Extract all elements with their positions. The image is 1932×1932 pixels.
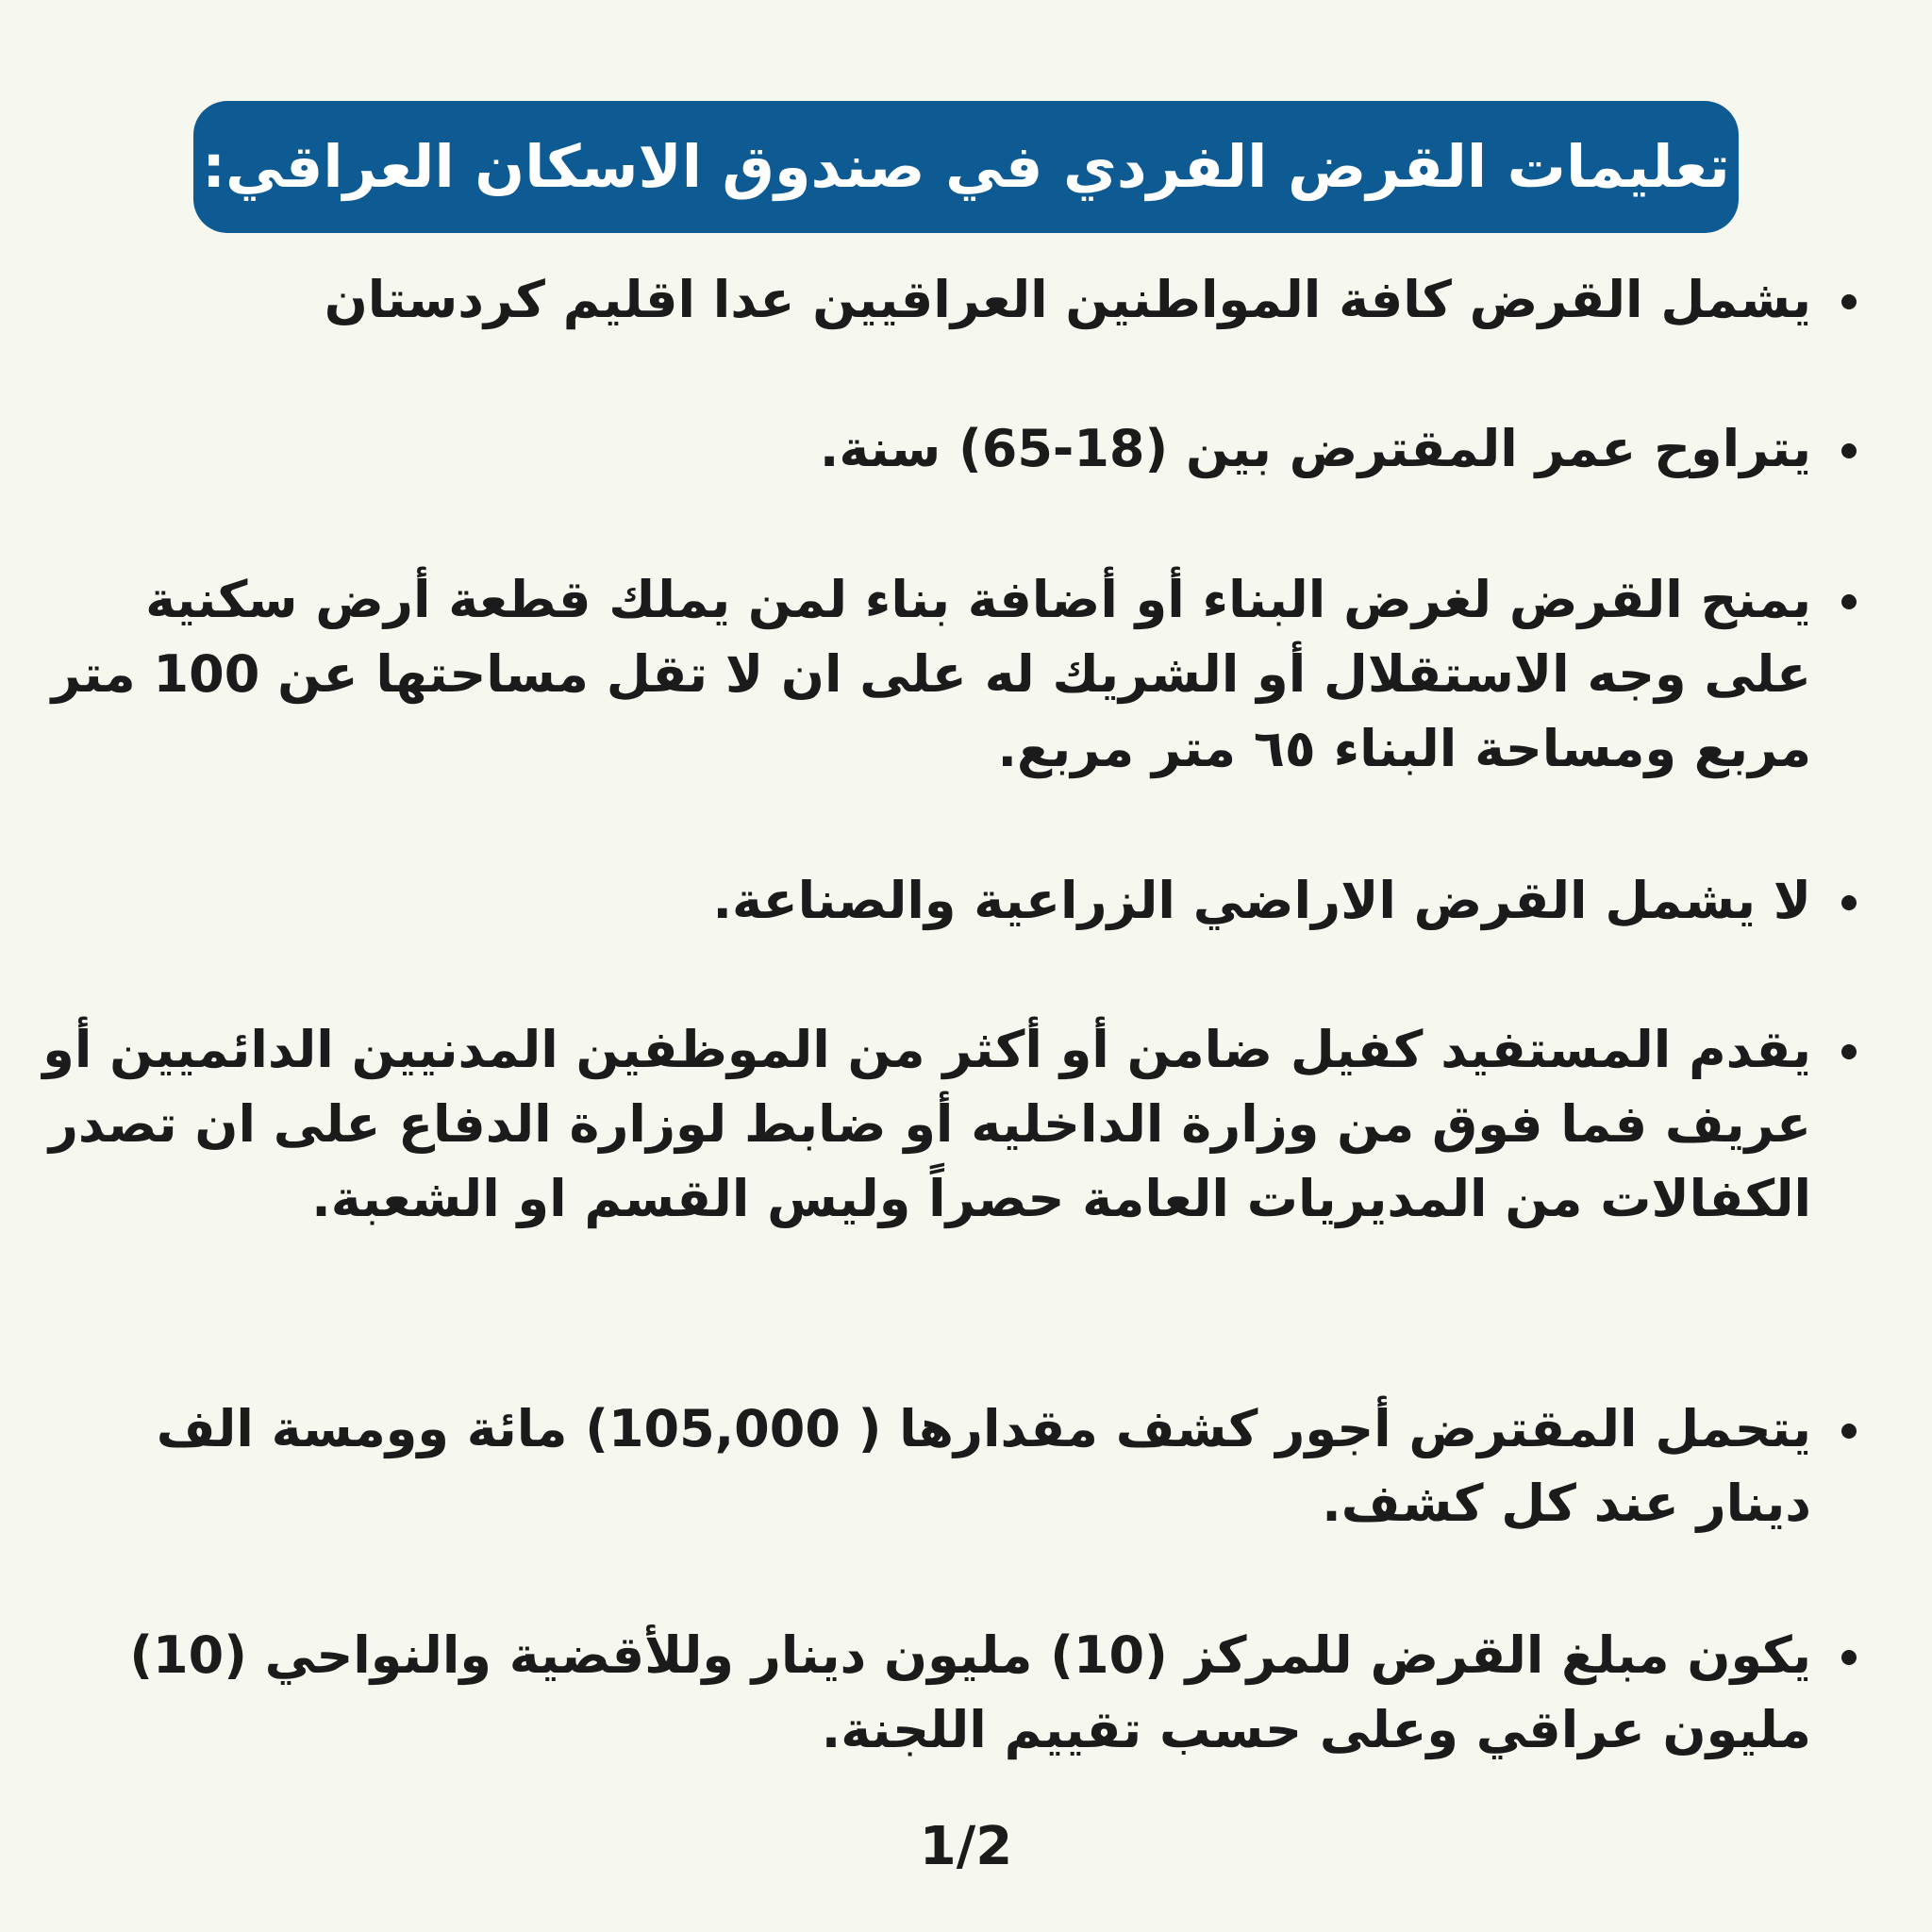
bullet-icon xyxy=(1841,294,1857,309)
list-item-text: يتحمل المقترض أجور كشف مقدارها ( 105,000) مائة وومسة الف دينار عند كل كشف. xyxy=(156,1399,1811,1533)
list-item xyxy=(26,1012,1857,1236)
bullet-icon xyxy=(1841,443,1857,458)
bullet-icon xyxy=(1841,1650,1857,1665)
list-item-text: يتراوح عمر المقترض بين (18-65) سنة. xyxy=(819,419,1811,478)
list-item-text: لا يشمل القرض الاراضي الزراعية والصناعة. xyxy=(712,871,1811,930)
list-item-text: يكون مبلغ القرض للمركز (10) مليون دينار وللأقضية والنواحي (10) مليون عراقي وعلى حسب تقييم اللجنة. xyxy=(129,1625,1811,1759)
bullet-icon xyxy=(1841,895,1857,910)
list-item xyxy=(64,1618,1857,1767)
list-item xyxy=(8,863,1857,938)
page-number: 1/2 xyxy=(919,1816,1013,1877)
list-item-text: يقدم المستفيد كفيل ضامن أو أكثر من الموظفين المدنيين الدائميين أو عريف فما فوق من وزارة الداخليه أو ضابط لوزارة الدفاع على ان تصدر الكفالات من المديريات العامة حصراً وليس القسم او الشعبة. xyxy=(42,1020,1811,1228)
list-item-text: يمنح القرض لغرض البناء أو أضافة بناء لمن يملك قطعة أرض سكنية على وجه الاستقلال أو الشريك له على ان لا تقل مساحتها عن 100 متر مربع ومساحة البناء ٦٥ متر مربع. xyxy=(51,570,1811,778)
bullet-icon xyxy=(1841,1424,1857,1439)
list-item xyxy=(64,1391,1857,1541)
list-item-text: يشمل القرض كافة المواطنين العراقيين عدا اقليم كردستان xyxy=(324,270,1811,329)
list-item xyxy=(8,411,1857,486)
bullet-icon xyxy=(1841,594,1857,609)
bullet-icon xyxy=(1841,1044,1857,1059)
title-banner xyxy=(193,101,1739,233)
list-item xyxy=(8,262,1857,337)
list-item xyxy=(45,562,1857,786)
page-title: تعليمات القرض الفردي في صندوق الاسكان العراقي: xyxy=(202,132,1730,201)
